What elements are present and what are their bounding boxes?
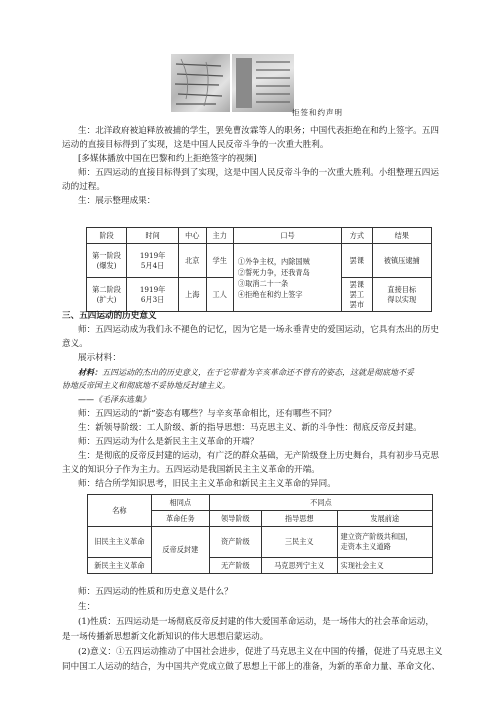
method-item: 罢市 bbox=[349, 299, 365, 309]
handwriting-texture bbox=[171, 54, 230, 112]
process-table bbox=[86, 227, 432, 312]
text-line: 同中国工人运动的结合，为中国共产党成立做了思想上干部上的准备，为新的革命力量、革命文化、 bbox=[62, 662, 441, 672]
result-line: 直接目标 bbox=[387, 284, 417, 294]
force-cell: 学生 bbox=[206, 244, 233, 278]
date-year: 1919年 bbox=[139, 284, 166, 294]
method-cell bbox=[342, 278, 372, 312]
material-label: 材料： bbox=[78, 367, 102, 377]
header-cell: 主力 bbox=[206, 228, 233, 244]
idea-header: 指导思想 bbox=[261, 511, 337, 527]
photo-caption: 拒签和约声明 bbox=[292, 108, 343, 117]
date-year: 1919年 bbox=[139, 250, 166, 260]
text-line: 是一场传播新思想新文化新知识的伟大思想启蒙运动。 bbox=[62, 632, 269, 642]
text-line: 生：是彻底的反帝反封建的运动，有广泛的群众基础，无产阶级登上历史舞台，具有初步马克思 bbox=[78, 451, 439, 461]
text-line: (1)性质：五四运动是一场彻底反帝反封建的伟大爱国革命运动，是一场伟大的社会革命运动， bbox=[78, 617, 434, 627]
text-line: 展示材料： bbox=[78, 353, 121, 363]
row-name: 新民主主义革命 bbox=[88, 558, 152, 574]
stage-sub: (扩大) bbox=[96, 294, 117, 304]
text-line: 师：五四运动的“新”姿态有哪些？与辛亥革命相比，还有哪些不同？ bbox=[78, 409, 337, 419]
comparison-table bbox=[87, 494, 433, 574]
text-line: 生：展示整理成果： bbox=[78, 196, 156, 206]
stage-sub: (爆发) bbox=[96, 260, 117, 270]
material-text: 五四运动的杰出的历史意义，在于它带着为辛亥革命还不曾有的姿态，这就是彻底地不妥 bbox=[102, 368, 414, 377]
text-line: 生：新领导阶级：工人阶级、新的指导思想：马克思主义、新的斗争性：彻底反帝反封建。 bbox=[78, 423, 422, 433]
material-line bbox=[78, 365, 458, 380]
text-line: 动的过程。 bbox=[62, 182, 105, 192]
leader-header: 领导阶级 bbox=[209, 511, 261, 527]
text-line: 生： bbox=[78, 602, 96, 612]
material-source: ——《毛泽东选集》 bbox=[78, 395, 150, 404]
slogan: ④拒绝在和约上签字 bbox=[237, 289, 303, 299]
document-photo bbox=[171, 54, 230, 112]
same-header: 相同点 bbox=[151, 495, 209, 511]
stage-cell bbox=[87, 244, 127, 278]
leader-cell: 资产阶级 bbox=[209, 527, 261, 558]
result-cell: 被镇压逮捕 bbox=[372, 244, 431, 278]
future-cell bbox=[337, 527, 432, 558]
date-cell bbox=[127, 278, 179, 312]
task-header: 革命任务 bbox=[151, 511, 209, 527]
text-line: 师：五四运动的性质和历史意义是什么？ bbox=[78, 587, 233, 597]
text-line: 生：北洋政府被迫释放被捕的学生，罢免曹汝霖等人的职务；中国代表拒绝在和约上签字。五四 bbox=[78, 126, 439, 136]
future-line: 走资本主义道路 bbox=[340, 542, 391, 551]
newspaper-texture bbox=[232, 54, 294, 112]
text-line: 运动的直接目标得到了实现，这是中国人民反帝斗争的一次重大胜利。 bbox=[62, 140, 329, 150]
result-line: 得以实现 bbox=[387, 294, 417, 304]
header-cell: 结果 bbox=[372, 228, 431, 244]
text-line: [多媒体播放中国在巴黎和约上拒绝签字的视频] bbox=[78, 154, 257, 164]
shared-task-cell: 反帝反封建 bbox=[151, 527, 209, 574]
header-cell: 时间 bbox=[127, 228, 179, 244]
stage-label: 第一阶段 bbox=[92, 250, 121, 260]
header-cell: 方式 bbox=[342, 228, 372, 244]
center-cell: 上海 bbox=[179, 278, 206, 312]
date-cell bbox=[127, 244, 179, 278]
slogans-cell bbox=[233, 244, 341, 312]
text-line: 师：五四运动为什么是新民主主义革命的开端？ bbox=[78, 437, 259, 447]
leader-cell: 无产阶级 bbox=[209, 558, 261, 574]
future-cell: 实现社会主义 bbox=[337, 558, 432, 574]
material-line: 协地反帝国主义和彻底地不妥协地反封建主义。 bbox=[62, 381, 230, 390]
header-cell: 中心 bbox=[179, 228, 206, 244]
future-line: 建立资产阶级共和国， bbox=[340, 532, 413, 541]
text-line: 意义。 bbox=[62, 339, 88, 349]
name-header: 名称 bbox=[88, 495, 152, 527]
text-line: 师：五四运动的直接目标得到了实现，这是中国人民反帝斗争的一次重大胜利。小组整理五四运 bbox=[78, 168, 439, 178]
text-line: 师：结合所学知识思考，旧民主主义革命和新民主主义革命的异同。 bbox=[78, 479, 336, 489]
stage-cell bbox=[87, 278, 127, 312]
slogan: ①外争主权，内除国贼 bbox=[237, 256, 310, 266]
idea-cell: 马克思列宁主义 bbox=[261, 558, 337, 574]
header-cell: 阶段 bbox=[87, 228, 127, 244]
row-name: 旧民主主义革命 bbox=[88, 527, 152, 558]
slogan: ③取消二十一条 bbox=[237, 278, 289, 288]
method-cell: 罢课 bbox=[342, 244, 372, 278]
center-cell: 北京 bbox=[179, 244, 206, 278]
header-cell: 口号 bbox=[233, 228, 341, 244]
stage-label: 第二阶段 bbox=[92, 284, 121, 294]
text-line: (2)意义：①五四运动推动了中国社会进步，促进了马克思主义在中国的传播，促进了马克思主义 bbox=[78, 647, 443, 657]
text-line: 主义的知识分子作为主力。五四运动是我国新民主主义革命的开端。 bbox=[62, 465, 320, 475]
date-day: 5月4日 bbox=[140, 260, 165, 270]
newspaper-photo bbox=[232, 54, 294, 112]
text-line: 师：五四运动成为我们永不褪色的记忆，因为它是一场永垂青史的爱国运动，它具有杰出的历史 bbox=[78, 325, 439, 335]
slogan: ②誓死力争，还我青岛 bbox=[237, 267, 310, 277]
idea-cell: 三民主义 bbox=[261, 527, 337, 558]
method-item: 罢课 bbox=[349, 279, 365, 289]
date-day: 6月3日 bbox=[140, 294, 165, 304]
result-cell bbox=[372, 278, 431, 312]
method-item: 罢工 bbox=[349, 289, 365, 299]
future-header: 发展前途 bbox=[337, 511, 432, 527]
diff-header: 不同点 bbox=[209, 495, 432, 511]
section-title: 三、五四运动的历史意义 bbox=[62, 311, 157, 321]
force-cell: 工人 bbox=[206, 278, 233, 312]
